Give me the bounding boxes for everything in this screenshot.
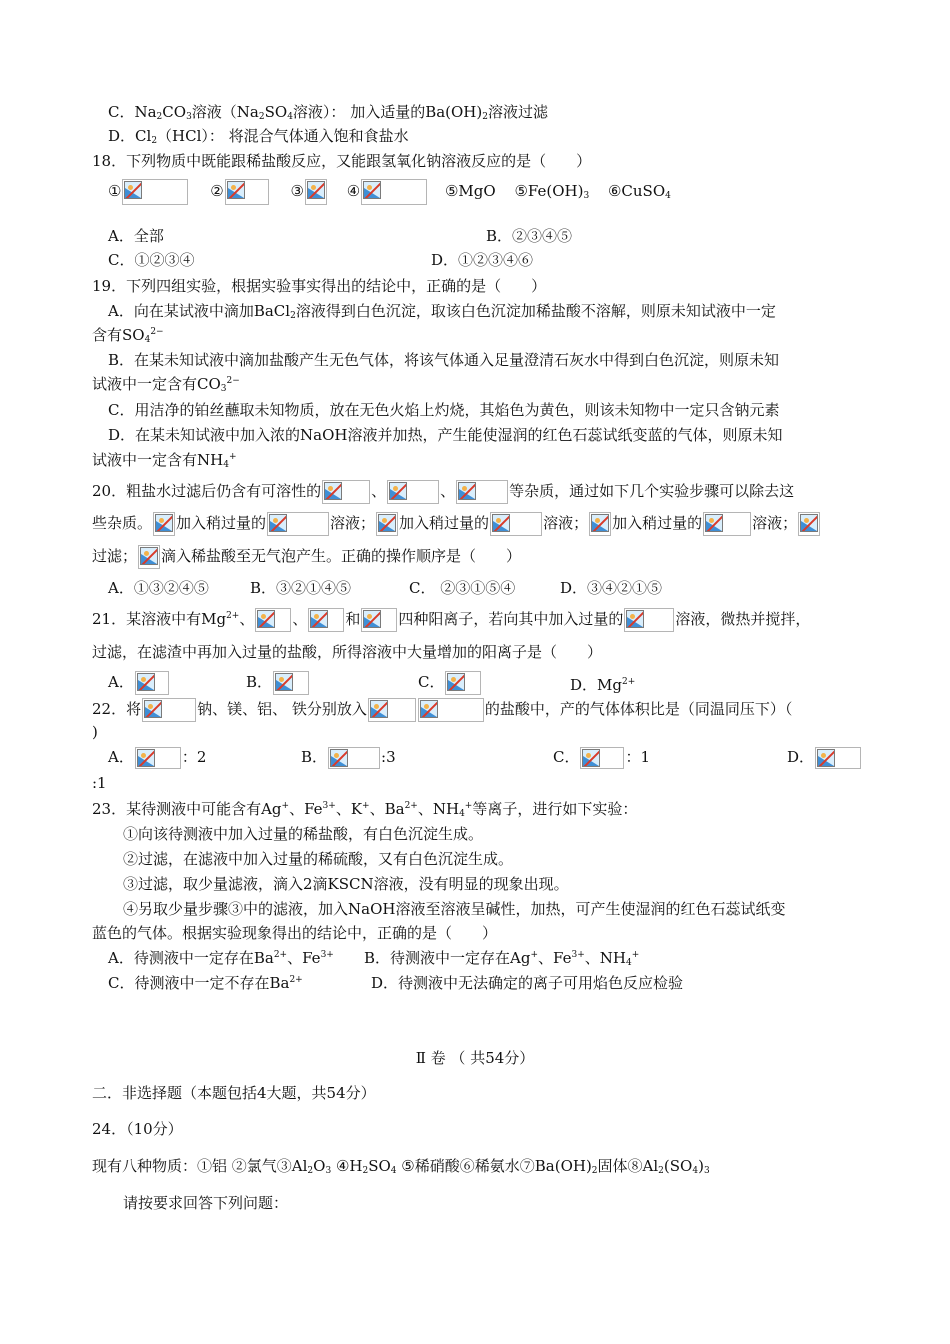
q21-option-b: B． xyxy=(246,671,310,697)
missing-image-icon xyxy=(798,512,820,536)
q18-option-d: D．①②③④⑥ xyxy=(431,251,534,269)
q19-option-d: D．在某未知试液中加入浓的NaOH溶液并加热，产生能使湿润的红色石蕊试纸变蓝的气体，则原未知 xyxy=(108,426,783,444)
q22-option-d-cont: :1 xyxy=(92,774,107,792)
missing-image-icon xyxy=(361,608,397,632)
missing-image-icon xyxy=(255,608,291,632)
q20-line1: 20．粗盐水过滤后仍含有可溶性的 、 、 等杂质，通过如下几个实验步骤可以除去这 xyxy=(92,480,794,510)
q21-option-a: A． xyxy=(108,671,170,697)
q19-option-b-cont: 试液中一定含有$CO_3^{2-}$ xyxy=(92,375,240,394)
missing-image-icon xyxy=(490,512,542,536)
q20-option-d: D．③④②①⑤ xyxy=(560,579,663,597)
q17-option-c: C．$Na_2CO_3$溶液（$Na_2SO_4$溶液）： 加入适量的$Ba(OH)_2$溶液过滤 xyxy=(108,103,548,122)
missing-image-icon xyxy=(225,179,269,205)
missing-image-icon xyxy=(418,698,484,722)
missing-image-icon xyxy=(267,512,329,536)
q21-line2: 过滤，在滤渣中再加入过量的盐酸，所得溶液中大量增加的阳离子是（ ） xyxy=(92,643,603,661)
missing-image-icon xyxy=(122,179,188,205)
q18-option-b: B．②③④⑤ xyxy=(486,227,573,245)
missing-image-icon xyxy=(305,179,327,205)
missing-image-icon xyxy=(368,698,416,722)
q22-option-c: C． ：1 xyxy=(553,747,650,773)
missing-image-icon xyxy=(273,671,309,695)
q23-option-b: B．待测液中一定存在Ag+、$Fe^{3+}$、$NH_4^+$ xyxy=(364,949,640,968)
q18-substances: ① ② ③ ④ ⑤MgO $⑤Fe(OH)_3$ ⑥CuSO$_4$ xyxy=(108,179,671,213)
q22-line2: ) xyxy=(92,723,98,741)
q19-option-c: C．用洁净的铂丝蘸取未知物质，放在无色火焰上灼烧，其焰色为黄色，则该未知物中一定只含钠元素 xyxy=(108,401,780,419)
missing-image-icon xyxy=(308,608,344,632)
q18-stem: 18．下列物质中既能跟稀盐酸反应，又能跟氢氧化钠溶液反应的是（ ） xyxy=(92,152,592,170)
q22-line1: 22．将 钠、镁、铝、 铁分别放入 的盐酸中，产的气体体积比是（同温同压下）（ xyxy=(92,698,792,724)
missing-image-icon xyxy=(376,512,398,536)
part2-title: Ⅱ 卷 （ 共54分） xyxy=(415,1049,535,1067)
missing-image-icon xyxy=(135,671,169,695)
q24-materials: 现有八种物质：①铝 ②氯气$③Al_2O_3$ $④H_2SO_4$ ⑤稀硝酸⑥稀氨水$⑦Ba(OH)_2$固体$⑧Al_2(SO_4)_3$ xyxy=(92,1157,710,1176)
q18-option-c: C．①②③④ xyxy=(108,251,195,269)
q23-step-4: ④另取少量步骤③中的滤液，加入NaOH溶液至溶液呈碱性，加热，可产生使湿润的红色石蕊试纸变 xyxy=(123,900,786,918)
missing-image-icon xyxy=(703,512,751,536)
q19-stem: 19．下列四组实验，根据实验事实得出的结论中，正确的是（ ） xyxy=(92,277,547,295)
q23-stem: 23．某待测液中可能含有Ag+、$Fe^{3+}$、K+、$Ba^{2+}$、$NH_4^+$等离子，进行如下实验： xyxy=(92,800,638,819)
q17-option-d: D．$Cl_2(HCl)$： 将混合气体通入饱和食盐水 xyxy=(108,127,409,146)
missing-image-icon xyxy=(135,747,181,769)
q18-option-a: A．全部 xyxy=(108,227,164,245)
q20-line2: 些杂质。 加入稍过量的 溶液； 加入稍过量的 溶液； 加入稍过量的 溶液； xyxy=(92,512,821,542)
q20-option-a: A．①③②④⑤ xyxy=(108,579,209,597)
missing-image-icon xyxy=(387,480,439,504)
q20-option-b: B．③②①④⑤ xyxy=(250,579,352,597)
section-heading: 二．非选择题（本题包括4大题，共54分） xyxy=(92,1084,376,1102)
missing-image-icon xyxy=(589,512,611,536)
q22-option-d: D． xyxy=(787,747,862,773)
q19-option-b: B．在某未知试液中滴加盐酸产生无色气体，将该气体通入足量澄清石灰水中得到白色沉淀，则原未知 xyxy=(108,351,780,369)
missing-image-icon xyxy=(580,747,624,769)
missing-image-icon xyxy=(445,671,481,695)
q19-option-d-cont: 试液中一定含有$NH_4^+$ xyxy=(92,451,237,470)
q19-option-a: A．向在某试液中滴加BaCl$_2$溶液得到白色沉淀，取该白色沉淀加稀盐酸不溶解，则原未知试液中一定 xyxy=(108,302,776,321)
q22-option-b: B． :3 xyxy=(301,747,396,773)
q19-option-a-cont: 含有$SO_4^{2-}$ xyxy=(92,326,164,345)
missing-image-icon xyxy=(328,747,380,769)
q23-step-3: ③过滤，取少量滤液，滴入2滴KSCN溶液，没有明显的现象出现。 xyxy=(123,875,569,893)
missing-image-icon xyxy=(322,480,370,504)
q21-line1: 21．某溶液中有$Mg^{2+}$、 、 和 四种阳离子，若向其中加入过量的 溶液，微热并搅拌， xyxy=(92,608,810,636)
q22-option-a: A． ：2 xyxy=(108,747,206,773)
q21-option-d: D．$Mg^{2+}$ xyxy=(570,676,636,694)
q23-option-c: C．待测液中一定不存在$Ba^{2+}$ xyxy=(108,974,303,992)
missing-image-icon xyxy=(138,545,160,569)
missing-image-icon xyxy=(815,747,861,769)
q23-option-a: A．待测液中一定存在$Ba^{2+}$、$Fe^{3+}$ xyxy=(108,949,334,967)
q21-option-c: C． xyxy=(418,671,482,697)
q23-step-4-cont: 蓝色的气体。根据实验现象得出的结论中，正确的是（ ） xyxy=(92,924,498,942)
q20-option-c: C． ②③①⑤④ xyxy=(409,579,516,597)
q24-instruction: 请按要求回答下列问题： xyxy=(123,1194,289,1212)
missing-image-icon xyxy=(456,480,508,504)
missing-image-icon xyxy=(142,698,196,722)
missing-image-icon xyxy=(361,179,427,205)
q23-step-1: ①向该待测液中加入过量的稀盐酸，有白色沉淀生成。 xyxy=(123,825,484,843)
q23-option-d: D．待测液中无法确定的离子可用焰色反应检验 xyxy=(371,974,684,992)
missing-image-icon xyxy=(153,512,175,536)
q24-heading: 24．（10分） xyxy=(92,1120,183,1138)
q20-line3: 过滤； 滴入稀盐酸至无气泡产生。正确的操作顺序是（ ） xyxy=(92,545,521,573)
q23-step-2: ②过滤，在滤液中加入过量的稀硫酸，又有白色沉淀生成。 xyxy=(123,850,514,868)
missing-image-icon xyxy=(624,608,674,632)
